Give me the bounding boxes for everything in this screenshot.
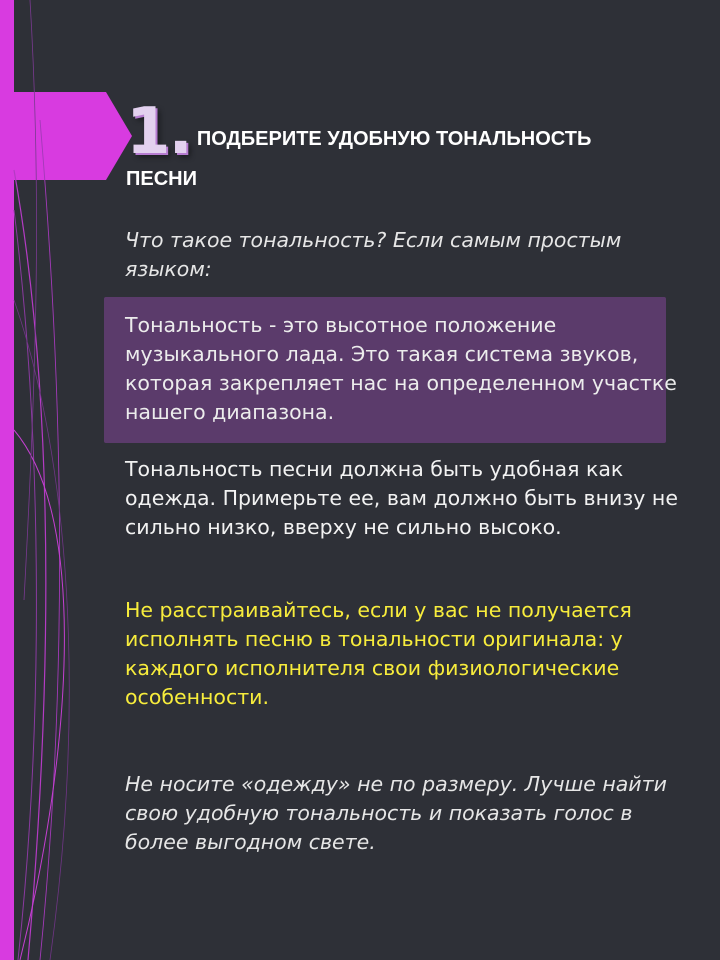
arrow-marker-icon bbox=[14, 92, 132, 180]
decor-line bbox=[24, 0, 37, 600]
heading bbox=[126, 95, 686, 198]
intro-text: Что такое тональность? Если самым простым языком: bbox=[125, 228, 622, 281]
accent-bar bbox=[0, 0, 14, 960]
heading-number: 1. bbox=[126, 95, 191, 169]
decor-line bbox=[14, 430, 64, 960]
closing-text: Не носите «одежду» не по размеру. Лучше найти свою удобную тональность и показать голос в более выгодном свете. bbox=[125, 772, 667, 854]
encouragement-text: Не расстраивайтесь, если у вас не получается исполнять песню в тональности оригинала: у каждого исполнителя свои физиологические особенности. bbox=[125, 598, 632, 709]
advice-text: Тональность песни должна быть удобная как одежда. Примерьте ее, вам должно быть внизу не сильно низко, вверху не сильно высоко. bbox=[125, 457, 678, 539]
decor-line bbox=[14, 170, 46, 960]
heading-title-line1: ПОДБЕРИТЕ УДОБНУЮ ТОНАЛЬНОСТЬ bbox=[196, 128, 592, 150]
decor-line bbox=[14, 210, 36, 960]
definition-text: Тональность - это высотное положение музыкального лада. Это такая система звуков, которая закрепляет нас на определенном участке нашего диапазона. bbox=[125, 313, 677, 424]
heading-title-line2: ПЕСНИ bbox=[126, 168, 197, 190]
decor-line bbox=[40, 120, 60, 960]
